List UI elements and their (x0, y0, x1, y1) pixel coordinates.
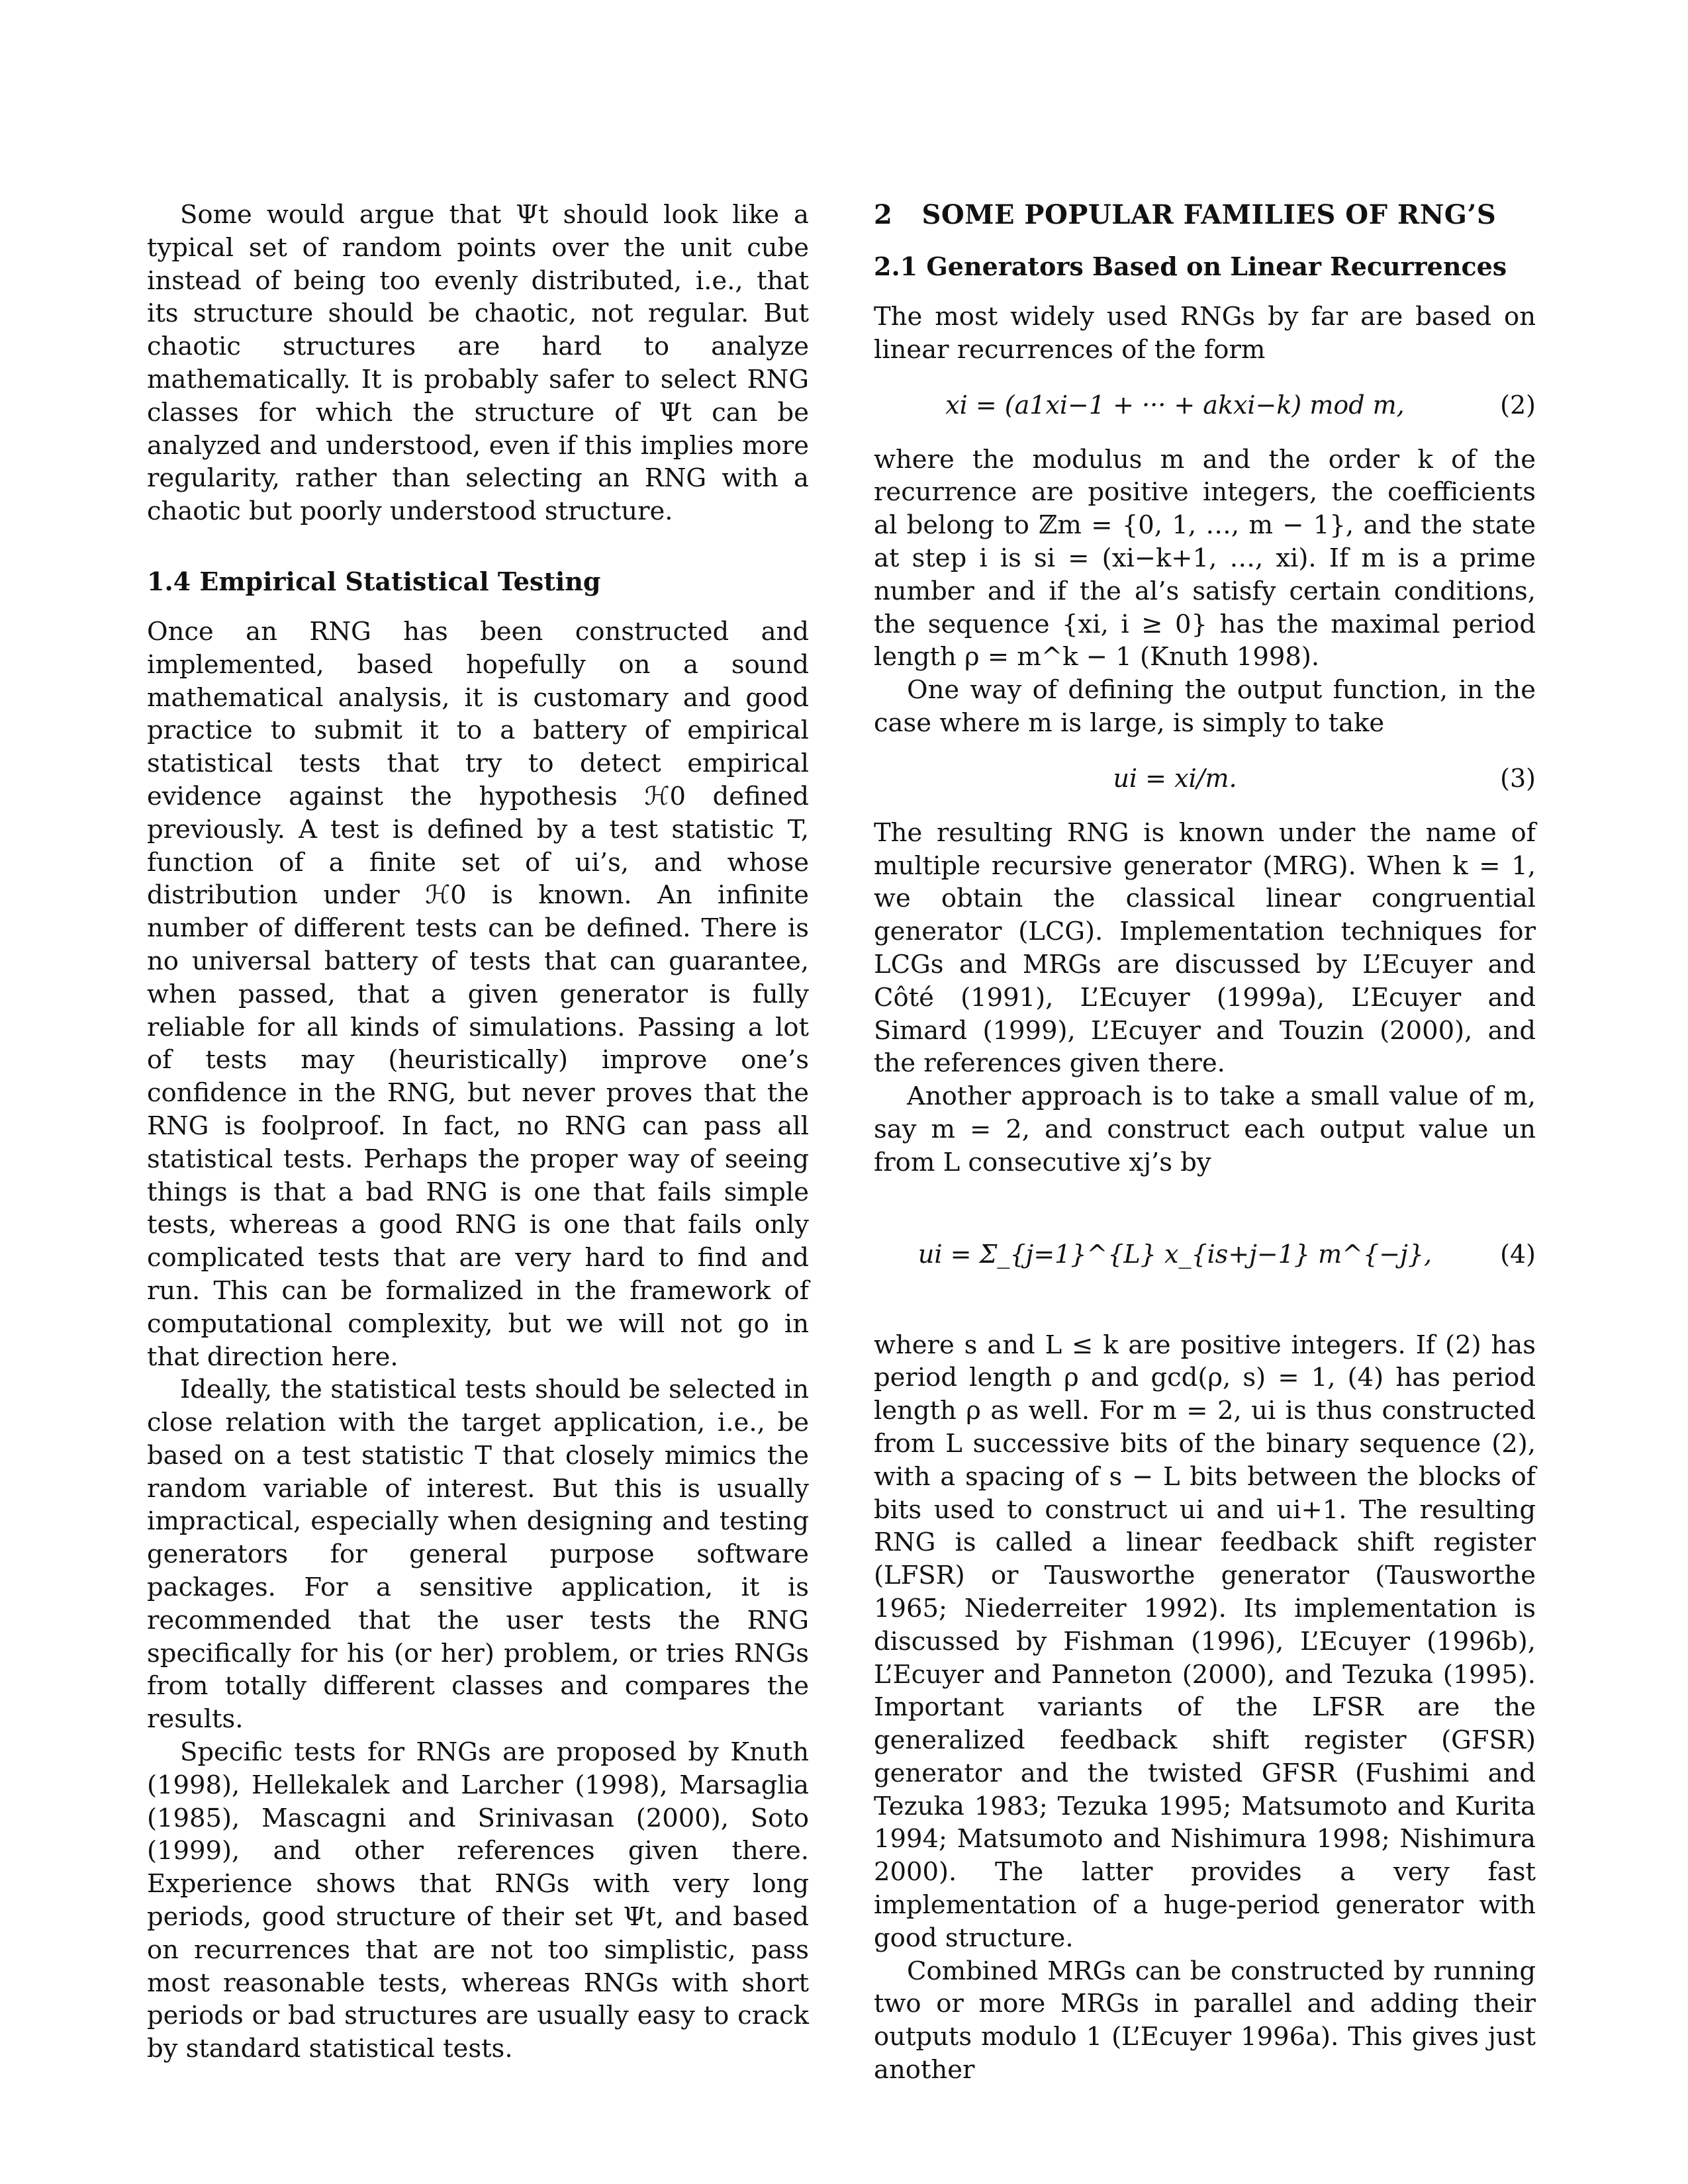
section-number: 2 (874, 199, 893, 230)
paragraph-lfsr: where s and L ≤ k are positive integers. If (2) has period length ρ and gcd(ρ, s) = 1, (4) has period length ρ as well. For m = 2, ui is thus constructed from L successive bits of the binary sequence (2), with a spacing of s − L bits between the blocks of bits used to construct ui and ui+1. The resulting RNG is called a linear feedback shift register (LFSR) or Tausworthe generator (Tausworthe 1965; Niederreiter 1992). Its implementation is discussed by Fishman (1996), L’Ecuyer (1996b), L’Ecuyer and Panneton (2000), and Tezuka (1995). Important variants of the LFSR are the generalized feedback shift register (GFSR) generator and the twisted GFSR (Fushimi and Tezuka 1983; Tezuka 1995; Matsumoto and Kurita 1994; Matsumoto and Nishimura 1998; Nishimura 2000). The latter provides a very fast implementation of a huge-period generator with good structure. (874, 1330, 1536, 1953)
equation-3 (874, 758, 1536, 798)
equation-number: (2) (1500, 390, 1536, 420)
section-title: Generators Based on Linear Recurrences (926, 251, 1507, 281)
paragraph-psi-structure: Some would argue that Ψt should look like a typical set of random points over the unit cube instead of being too evenly distributed, i.e., that its structure should be chaotic, not regular. But chaotic structures are hard to analyze mathematically. It is probably safer to select RNG classes for which the structure of Ψt can be analyzed and understood, even if this implies more regularity, rather than selecting an RNG with a chaotic but poorly understood structure. (147, 200, 809, 527)
paragraph-another-approach: Another approach is to take a small value of m, say m = 2, and construct each output value un from L consecutive xj’s by (874, 1081, 1536, 1177)
equation-number: (3) (1500, 763, 1536, 793)
right-column (874, 199, 1536, 2087)
section-number: 1.4 (147, 566, 191, 596)
section-heading-2 (874, 199, 1536, 232)
paragraph-modulus: where the modulus m and the order k of the recurrence are positive integers, the coefficients al belong to ℤm = {0, 1, …, m − 1}, and the state at step i is si = (xi−k+1, …, xi). If m is a prime number and if the al’s satisfy certain conditions, the sequence {xi, i ≥ 0} has the maximal period length ρ = m^k − 1 (Knuth 1998). (874, 444, 1536, 672)
section-heading-1-4 (147, 565, 809, 598)
equation-formula: xi = (a1xi−1 + ··· + akxi−k) mod m, (945, 390, 1405, 420)
paragraph-testing-3: Specific tests for RNGs are proposed by Knuth (1998), Hellekalek and Larcher (1998), Marsaglia (1985), Mascagni and Srinivasan (2000), Soto (1999), and other references given there. Experience shows that RNGs with very long periods, good structure of their set Ψt, and based on recurrences that are not too simplistic, pass most reasonable tests, whereas RNGs with short periods or bad structures are usually easy to crack by standard statistical tests. (147, 1737, 809, 2064)
section-heading-2-1 (874, 250, 1536, 283)
paragraph-testing-1: Once an RNG has been constructed and implemented, based hopefully on a sound mathematical analysis, it is customary and good practice to submit it to a battery of empirical statistical tests that try to detect empirical evidence against the hypothesis ℋ0 defined previously. A test is defined by a test statistic T, function of a finite set of ui’s, and whose distribution under ℋ0 is known. An infinite number of different tests can be defined. There is no universal battery of tests that can guarantee, when passed, that a given generator is fully reliable for all kinds of simulations. Passing a lot of tests may (heuristically) improve one’s confidence in the RNG, but never proves that the RNG is foolproof. In fact, no RNG can pass all statistical tests. Perhaps the proper way of seeing things is that a bad RNG is one that fails simple tests, whereas a good RNG is one that fails only complicated tests that are very hard to find and run. This can be formalized in the framework of computational complexity, but we will not go in that direction here. (147, 616, 809, 1372)
paragraph-intro: The most widely used RNGs by far are based on linear recurrences of the form (874, 302, 1536, 365)
equation-formula: ui = Σ_{j=1}^{L} x_{is+j−1} m^{−j}, (917, 1239, 1432, 1269)
paragraph-combined-mrg: Combined MRGs can be constructed by running two or more MRGs in parallel and adding their outputs modulo 1 (L’Ecuyer 1996a). This gives just another (874, 1956, 1536, 2085)
paragraph-testing-2: Ideally, the statistical tests should be selected in close relation with the target application, i.e., be based on a test statistic T that closely mimics the random variable of interest. But this is usually impractical, especially when designing and testing generators for general purpose software packages. For a sensitive application, it is recommended that the user tests the RNG specifically for his (or her) problem, or tries RNGs from totally different classes and compares the results. (147, 1375, 809, 1735)
equation-2 (874, 385, 1536, 425)
equation-4 (874, 1198, 1536, 1310)
paragraph-output-function: One way of defining the output function, in the case where m is large, is simply to take (874, 675, 1536, 738)
equation-formula: ui = xi/m. (1113, 763, 1237, 793)
equation-number: (4) (1500, 1239, 1536, 1269)
section-title: SOME POPULAR FAMILIES OF RNG’S (921, 199, 1497, 230)
left-column (147, 199, 809, 2066)
section-title: Empirical Statistical Testing (199, 566, 601, 596)
paragraph-mrg: The resulting RNG is known under the name of multiple recursive generator (MRG). When k = 1, we obtain the classical linear congruential generator (LCG). Implementation techniques for LCGs and MRGs are discussed by L’Ecuyer and Côté (1991), L’Ecuyer (1999a), L’Ecuyer and Simard (1999), L’Ecuyer and Touzin (2000), and the references given there. (874, 817, 1536, 1079)
section-number: 2.1 (874, 251, 918, 281)
